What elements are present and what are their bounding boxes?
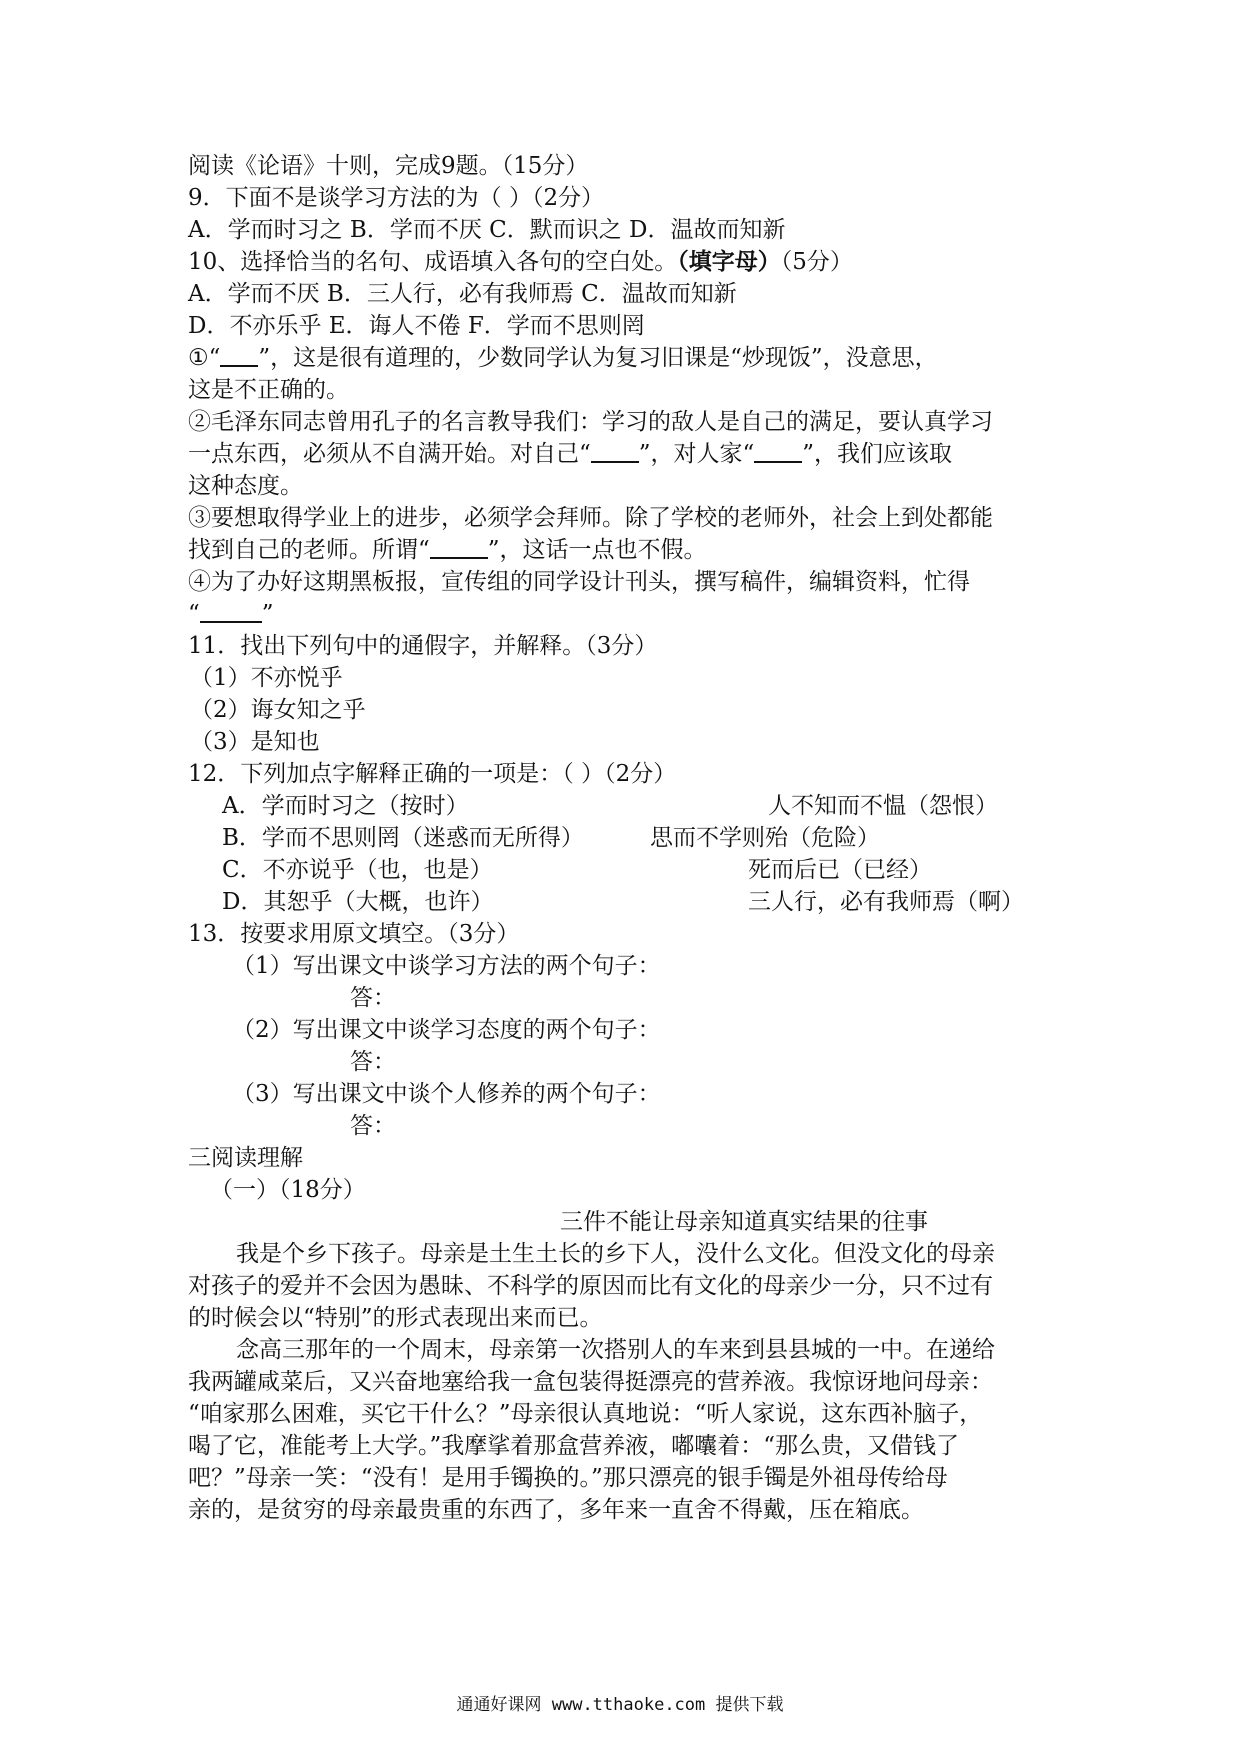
passage-line: 吧？”母亲一笑：“没有！是用手镯换的。”那只漂亮的银手镯是外祖母传给母 — [188, 1465, 948, 1491]
section-intro: 阅读《论语》十则，完成9题。（15分） — [188, 153, 589, 179]
question-10-item-3-cont — [188, 534, 707, 566]
item1-text: ”，这是很有道理的，少数同学认为复习旧课是“炒现饭”，没意思， — [258, 345, 938, 371]
question-10-stem-score: （5分） — [780, 249, 853, 275]
item3-text-b: ”，这话一点也不假。 — [487, 537, 707, 563]
question-12-stem: 12．下列加点字解释正确的一项是：（ ）（2分） — [188, 761, 677, 787]
passage-line: “咱家那么困难，买它干什么？”母亲很认真地说：“听人家说，这东西补脑子， — [188, 1401, 983, 1427]
question-10-item-1 — [188, 342, 938, 374]
question-13-prompt-2: （2）写出课文中谈学习态度的两个句子： — [232, 1017, 661, 1043]
question-10-stem-bold: （填字母） — [677, 248, 781, 275]
answer-blank[interactable] — [430, 535, 488, 559]
question-10-stem-text: 10、选择恰当的名句、成语填入各句的空白处。 — [188, 249, 678, 275]
answer-blank[interactable] — [754, 439, 802, 463]
question-10-item-4-cont — [188, 598, 274, 630]
question-12-option-d-2: 三人行，必有我师焉（啊） — [748, 889, 1024, 915]
passage-line: 我两罐咸菜后，又兴奋地塞给我一盒包装得挺漂亮的营养液。我惊讶地问母亲： — [188, 1369, 993, 1395]
question-12-option-a-2: 人不知而不愠（怨恨） — [768, 793, 998, 819]
question-12-option-c: C．不亦说乎（也，也是） — [222, 857, 493, 883]
question-13-stem: 13．按要求用原文填空。（3分） — [188, 921, 520, 947]
passage-line: 喝了它，准能考上大学。”我摩挲着那盒营养液，嘟囔着：“那么贵，又借钱了 — [188, 1433, 960, 1459]
passage-line: 对孩子的爱并不会因为愚昧、不科学的原因而比有文化的母亲少一分，只不过有 — [188, 1273, 993, 1299]
question-10-item-2-end: 这种态度。 — [188, 473, 303, 499]
answer-label: 答： — [350, 1049, 396, 1075]
question-10-item-2: ②毛泽东同志曾用孔子的名言教导我们：学习的敌人是自己的满足，要认真学习 — [188, 409, 993, 435]
page-footer: 通通好课网 www.tthaoke.com 提供下载 — [456, 1695, 784, 1715]
question-10-item-2-cont — [188, 438, 952, 470]
question-13-prompt-1: （1）写出课文中谈学习方法的两个句子： — [232, 953, 661, 979]
question-10-choices-2: D．不亦乐乎 E．诲人不倦 F．学而不思则罔 — [188, 313, 645, 339]
answer-blank[interactable] — [220, 343, 258, 367]
item2-text-b: ”，对人家“ — [638, 441, 755, 467]
question-9-options: A．学而时习之 B．学而不厌 C．默而识之 D．温故而知新 — [188, 217, 786, 243]
question-12-option-c-2: 死而后已（已经） — [748, 857, 932, 883]
answer-blank[interactable] — [200, 599, 262, 623]
question-11-item: （1）不亦悦乎 — [190, 665, 343, 691]
question-11-item: （3）是知也 — [190, 729, 320, 755]
item4-close-quote: ” — [261, 601, 274, 627]
passage-line: 亲的，是贫穷的母亲最贵重的东西了，多年来一直舍不得戴，压在箱底。 — [188, 1497, 924, 1523]
question-10-item-1-cont: 这是不正确的。 — [188, 377, 349, 403]
question-10-choices-1: A．学而不厌 B．三人行，必有我师焉 C．温故而知新 — [188, 281, 737, 307]
answer-label: 答： — [350, 1113, 396, 1139]
part-3-heading: 三阅读理解 — [188, 1145, 303, 1171]
answer-label: 答： — [350, 985, 396, 1011]
passage-line: 的时候会以“特别”的形式表现出来而已。 — [188, 1305, 603, 1331]
question-12-option-d: D．其恕乎（大概，也许） — [222, 889, 494, 915]
question-12-option-a: A．学而时习之（按时） — [222, 793, 469, 819]
question-12-option-b-2: 思而不学则殆（危险） — [650, 825, 880, 851]
item2-text-c: ”，我们应该取 — [802, 441, 953, 467]
passage-line: 念高三那年的一个周末，母亲第一次搭别人的车来到县县城的一中。在递给 — [236, 1337, 995, 1363]
question-9-stem: 9．下面不是谈学习方法的为（ ）（2分） — [188, 185, 605, 211]
question-13-prompt-3: （3）写出课文中谈个人修养的两个句子： — [232, 1081, 661, 1107]
passage-title: 三件不能让母亲知道真实结果的往事 — [560, 1209, 928, 1235]
item3-text-a: 找到自己的老师。所谓“ — [188, 537, 430, 563]
question-10-stem — [188, 246, 853, 278]
question-10-item-4: ④为了办好这期黑板报，宣传组的同学设计刊头，撰写稿件，编辑资料，忙得 — [188, 569, 970, 595]
question-10-item-3: ③要想取得学业上的进步，必须学会拜师。除了学校的老师外，社会上到处都能 — [188, 505, 993, 531]
question-11-stem: 11．找出下列句中的通假字，并解释。（3分） — [188, 633, 658, 659]
item4-open-quote: “ — [188, 601, 200, 627]
item2-text-a: 一点东西，必须从不自满开始。对自己“ — [188, 441, 591, 467]
passage-line: 我是个乡下孩子。母亲是土生土长的乡下人，没什么文化。但没文化的母亲 — [236, 1241, 995, 1267]
question-11-item: （2）诲女知之乎 — [190, 697, 366, 723]
question-12-option-b: B．学而不思则罔（迷惑而无所得） — [222, 825, 584, 851]
part-3-subheading: （一）（18分） — [210, 1177, 366, 1203]
answer-blank[interactable] — [591, 439, 639, 463]
item1-open-quote: ①“ — [188, 345, 221, 371]
